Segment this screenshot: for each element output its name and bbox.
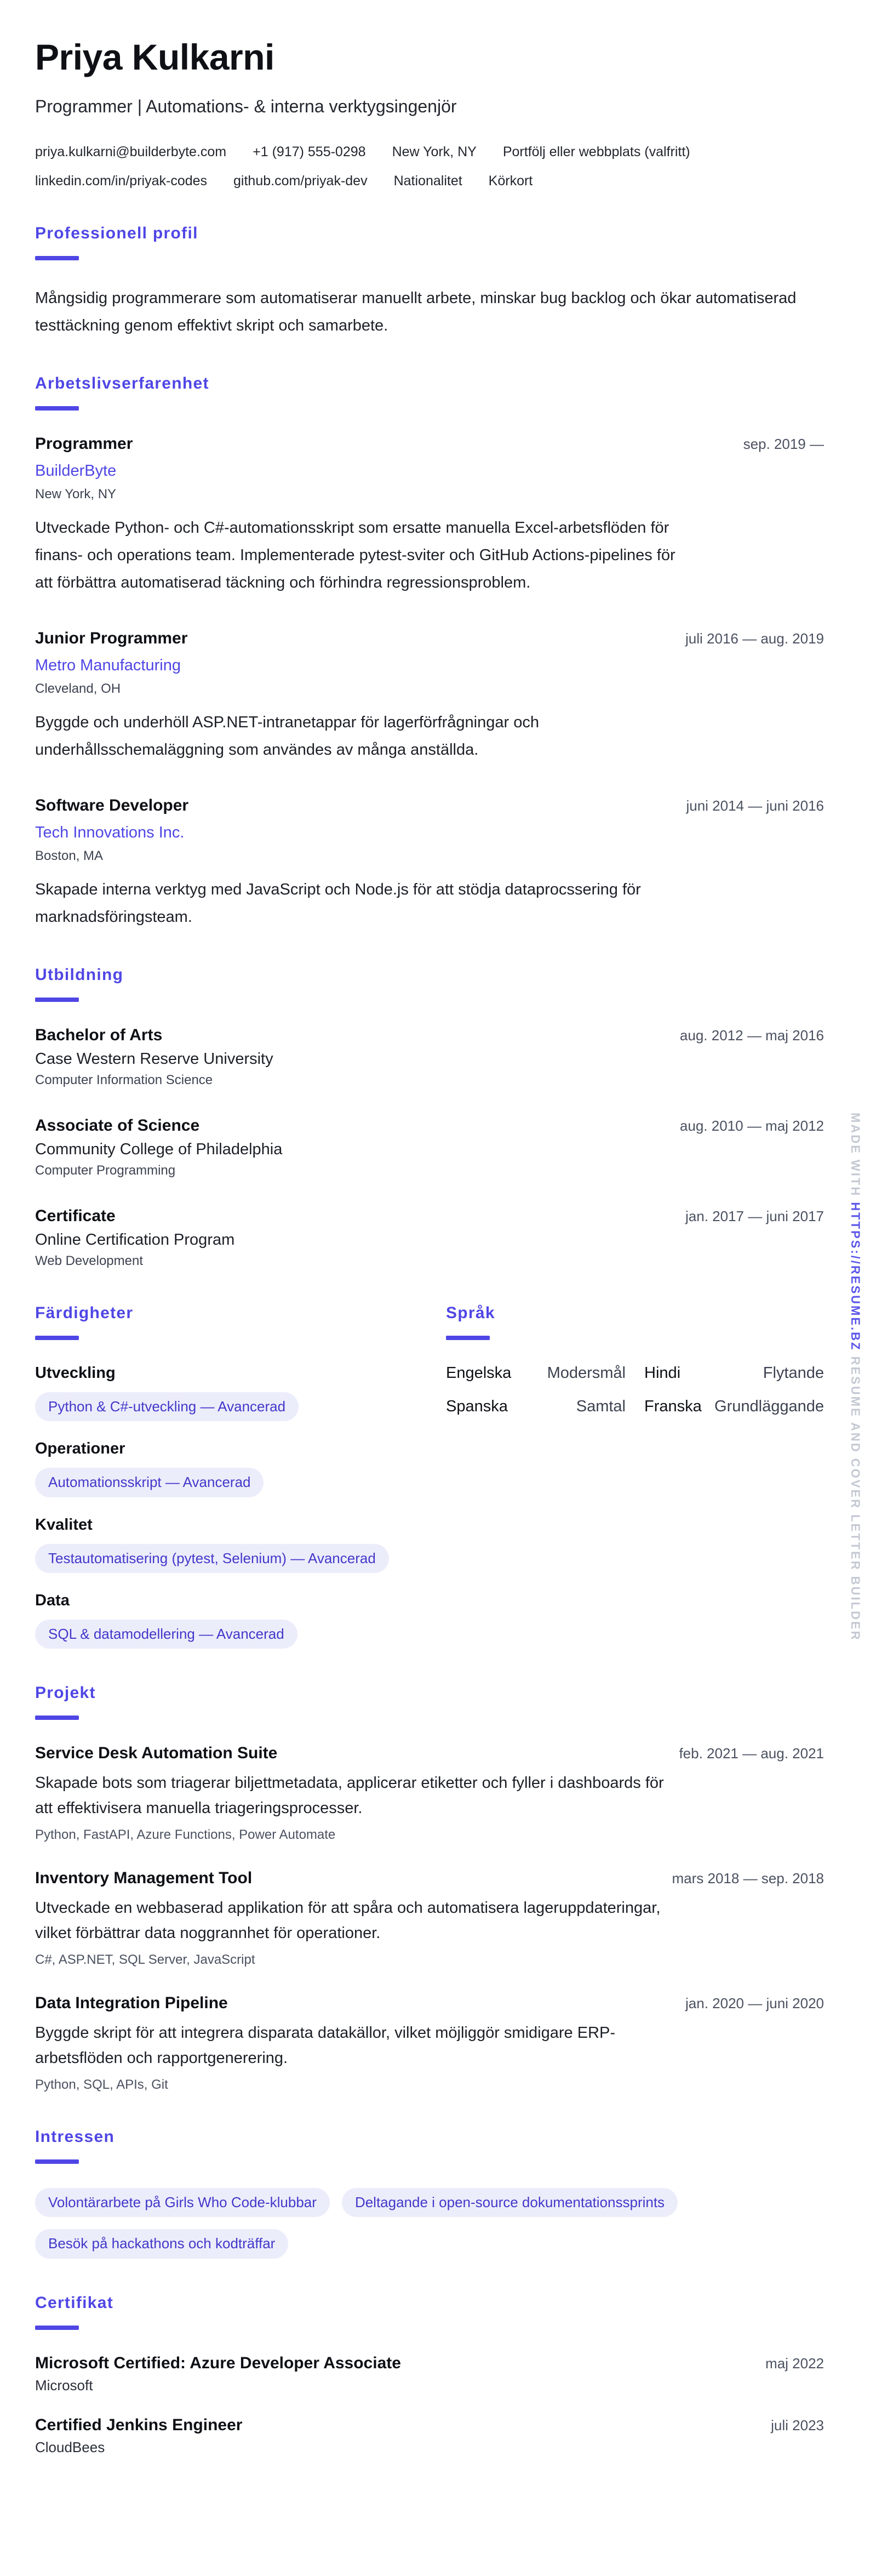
language-item <box>644 1364 824 1382</box>
section-underline <box>35 406 79 411</box>
project-stack: Python, FastAPI, Azure Functions, Power Automate <box>35 1827 336 1843</box>
section-underline <box>446 1336 490 1340</box>
project-dates: mars 2018 — sep. 2018 <box>672 1870 824 1887</box>
language-item <box>446 1398 626 1416</box>
education-degree: Certificate <box>35 1207 116 1225</box>
job-entry <box>35 796 824 931</box>
section-languages-heading: Språk <box>446 1304 495 1322</box>
certificate-entry <box>35 2416 824 2456</box>
section-underline <box>35 998 79 1002</box>
person-title: Programmer | Automations- & interna verktygsingenjör <box>35 96 457 116</box>
section-projects-heading: Projekt <box>35 1684 96 1702</box>
section-profile-heading: Professionell profil <box>35 224 198 242</box>
job-company-link[interactable]: BuilderByte <box>35 462 117 480</box>
skill-group <box>35 1364 427 1421</box>
language-name: Hindi <box>644 1364 681 1382</box>
education-dates: aug. 2010 — maj 2012 <box>679 1118 824 1134</box>
education-school: Case Western Reserve University <box>35 1050 273 1068</box>
skills-languages-columns <box>35 1304 824 1649</box>
section-underline <box>35 1716 79 1720</box>
language-name: Engelska <box>446 1364 512 1382</box>
contact-row-1 <box>35 144 824 160</box>
language-name: Franska <box>644 1398 702 1415</box>
skill-badge: SQL & datamodellering — Avancerad <box>35 1620 297 1649</box>
job-location: New York, NY <box>35 487 117 501</box>
education-field: Computer Information Science <box>35 1073 213 1087</box>
language-level: Flytande <box>763 1364 824 1382</box>
job-location: Boston, MA <box>35 848 104 863</box>
watermark-suffix: RESUME AND COVER LETTER BUILDER <box>849 1356 862 1642</box>
project-stack: C#, ASP.NET, SQL Server, JavaScript <box>35 1952 255 1968</box>
project-description: Utveckade en webbaserad applikation för att spåra och automatisera lageruppdateringar, vilket förbättrar data noggrannhet för operationer. <box>35 1899 661 1942</box>
job-title: Software Developer <box>35 796 189 814</box>
section-underline <box>35 256 79 260</box>
job-entry <box>35 435 824 596</box>
interest-pill-list <box>35 2188 714 2259</box>
education-school: Community College of Philadelphia <box>35 1141 283 1158</box>
certificate-issuer: CloudBees <box>35 2438 105 2455</box>
education-entry <box>35 1116 824 1178</box>
certificate-date: maj 2022 <box>765 2355 824 2372</box>
section-experience-heading: Arbetslivserfarenhet <box>35 374 209 392</box>
section-education-heading: Utbildning <box>35 966 124 984</box>
contact-linkedin[interactable]: linkedin.com/in/priyak-codes <box>35 173 208 189</box>
skill-group <box>35 1516 427 1573</box>
skill-category: Data <box>35 1591 70 1609</box>
certificate-date: juli 2023 <box>771 2417 824 2433</box>
section-interests-heading: Intressen <box>35 2128 115 2146</box>
job-company-link[interactable]: Tech Innovations Inc. <box>35 824 185 841</box>
language-level: Samtal <box>576 1398 626 1415</box>
certificate-issuer: Microsoft <box>35 2376 93 2393</box>
section-certificates-heading: Certifikat <box>35 2293 114 2312</box>
job-company-link[interactable]: Metro Manufacturing <box>35 657 181 674</box>
project-dates: jan. 2020 — juni 2020 <box>685 1995 824 2012</box>
section-languages <box>446 1304 824 1416</box>
project-entry <box>35 1994 824 2093</box>
skill-badge: Automationsskript — Avancerad <box>35 1468 264 1497</box>
section-underline <box>35 2326 79 2330</box>
project-entry <box>35 1869 824 1968</box>
job-dates: juli 2016 — aug. 2019 <box>685 630 824 647</box>
section-skills <box>35 1304 427 1649</box>
project-name: Data Integration Pipeline <box>35 1994 228 2013</box>
skill-category: Operationer <box>35 1440 125 1458</box>
contact-portfolio: Portfölj eller webbplats (valfritt) <box>502 144 690 159</box>
section-underline <box>35 2159 79 2164</box>
language-item <box>644 1398 824 1416</box>
job-title: Junior Programmer <box>35 629 188 647</box>
language-grid <box>446 1364 824 1416</box>
skill-badge: Testautomatisering (pytest, Selenium) — Avancerad <box>35 1544 389 1573</box>
section-underline <box>35 1336 79 1340</box>
watermark-prefix: MADE WITH <box>849 1113 862 1198</box>
education-entry <box>35 1026 824 1088</box>
job-description: Skapade interna verktyg med JavaScript och Node.js för att stödja dataprocssering för marknadsföringsteam. <box>35 881 641 926</box>
project-name: Service Desk Automation Suite <box>35 1744 278 1763</box>
language-level: Modersmål <box>547 1364 626 1382</box>
project-description: Byggde skript för att integrera disparata datakällor, vilket möjliggör smidigare ERP-arbetsflöden och rapportgenerering. <box>35 2024 615 2067</box>
education-field: Computer Programming <box>35 1163 176 1178</box>
job-entry <box>35 629 824 763</box>
job-title: Programmer <box>35 435 133 453</box>
job-dates: sep. 2019 — <box>743 436 824 452</box>
project-name: Inventory Management Tool <box>35 1869 253 1888</box>
job-description: Byggde och underhöll ASP.NET-intranetappar för lagerförfrågningar och underhållsschemaläggning som användes av många anställda. <box>35 714 539 759</box>
section-projects <box>35 1684 824 2093</box>
interest-badge: Volontärarbete på Girls Who Code-klubbar <box>35 2188 330 2217</box>
contact-nationality: Nationalitet <box>393 173 462 189</box>
certificate-entry <box>35 2354 824 2394</box>
resume-bz-watermark-link[interactable]: HTTPS://RESUME.BZ <box>849 1202 862 1352</box>
skill-group <box>35 1440 427 1497</box>
contact-location: New York, NY <box>392 144 477 159</box>
language-level: Grundläggande <box>714 1398 824 1415</box>
skill-badge: Python & C#-utveckling — Avancerad <box>35 1392 299 1421</box>
contact-phone[interactable]: +1 (917) 555-0298 <box>253 144 366 159</box>
job-description: Utveckade Python- och C#-automationsskript som ersatte manuella Excel-arbetsflöden för finans- och operations team. Implementerade pytest-sviter och GitHub Actions-pipelines för att förbättra automatiserad täckning och förhindra regressionsproblem. <box>35 519 676 591</box>
project-entry <box>35 1744 824 1843</box>
education-dates: aug. 2012 — maj 2016 <box>679 1027 824 1044</box>
person-name: Priya Kulkarni <box>35 37 274 77</box>
resume-header <box>35 36 824 189</box>
education-degree: Associate of Science <box>35 1116 200 1135</box>
language-item <box>446 1364 626 1382</box>
made-with-watermark <box>848 1113 862 1642</box>
profile-text: Mångsidig programmerare som automatiserar manuellt arbete, minskar bug backlog och ökar automatiserad testtäckning genom effektivt skript och samarbete. <box>35 289 797 334</box>
skill-category: Kvalitet <box>35 1515 93 1534</box>
section-skills-heading: Färdigheter <box>35 1304 134 1322</box>
education-degree: Bachelor of Arts <box>35 1026 163 1044</box>
interest-badge: Deltagande i open-source dokumentationssprints <box>342 2188 678 2217</box>
section-experience <box>35 374 824 931</box>
contact-row-2 <box>35 173 824 189</box>
contact-github[interactable]: github.com/priyak-dev <box>233 173 368 189</box>
skill-category: Utveckling <box>35 1364 116 1382</box>
contact-email[interactable]: priya.kulkarni@builderbyte.com <box>35 144 227 159</box>
section-profile <box>35 224 824 339</box>
section-certificates <box>35 2294 824 2456</box>
project-dates: feb. 2021 — aug. 2021 <box>679 1745 824 1762</box>
certificate-name: Microsoft Certified: Azure Developer Associate <box>35 2353 401 2372</box>
certificate-name: Certified Jenkins Engineer <box>35 2415 243 2434</box>
job-dates: juni 2014 — juni 2016 <box>686 797 824 814</box>
interest-badge: Besök på hackathons och kodträffar <box>35 2229 288 2258</box>
education-field: Web Development <box>35 1253 143 1268</box>
skill-group <box>35 1592 427 1649</box>
education-school: Online Certification Program <box>35 1231 235 1249</box>
project-description: Skapade bots som triagerar biljettmetadata, applicerar etiketter och fyller i dashboards för att effektivisera manuella triageringsprocesser. <box>35 1774 664 1817</box>
language-name: Spanska <box>446 1398 508 1415</box>
education-dates: jan. 2017 — juni 2017 <box>685 1208 824 1224</box>
project-stack: Python, SQL, APIs, Git <box>35 2077 168 2093</box>
job-location: Cleveland, OH <box>35 681 121 696</box>
section-interests <box>35 2128 824 2259</box>
section-education <box>35 966 824 1269</box>
education-entry <box>35 1207 824 1269</box>
contact-license: Körkort <box>488 173 533 189</box>
